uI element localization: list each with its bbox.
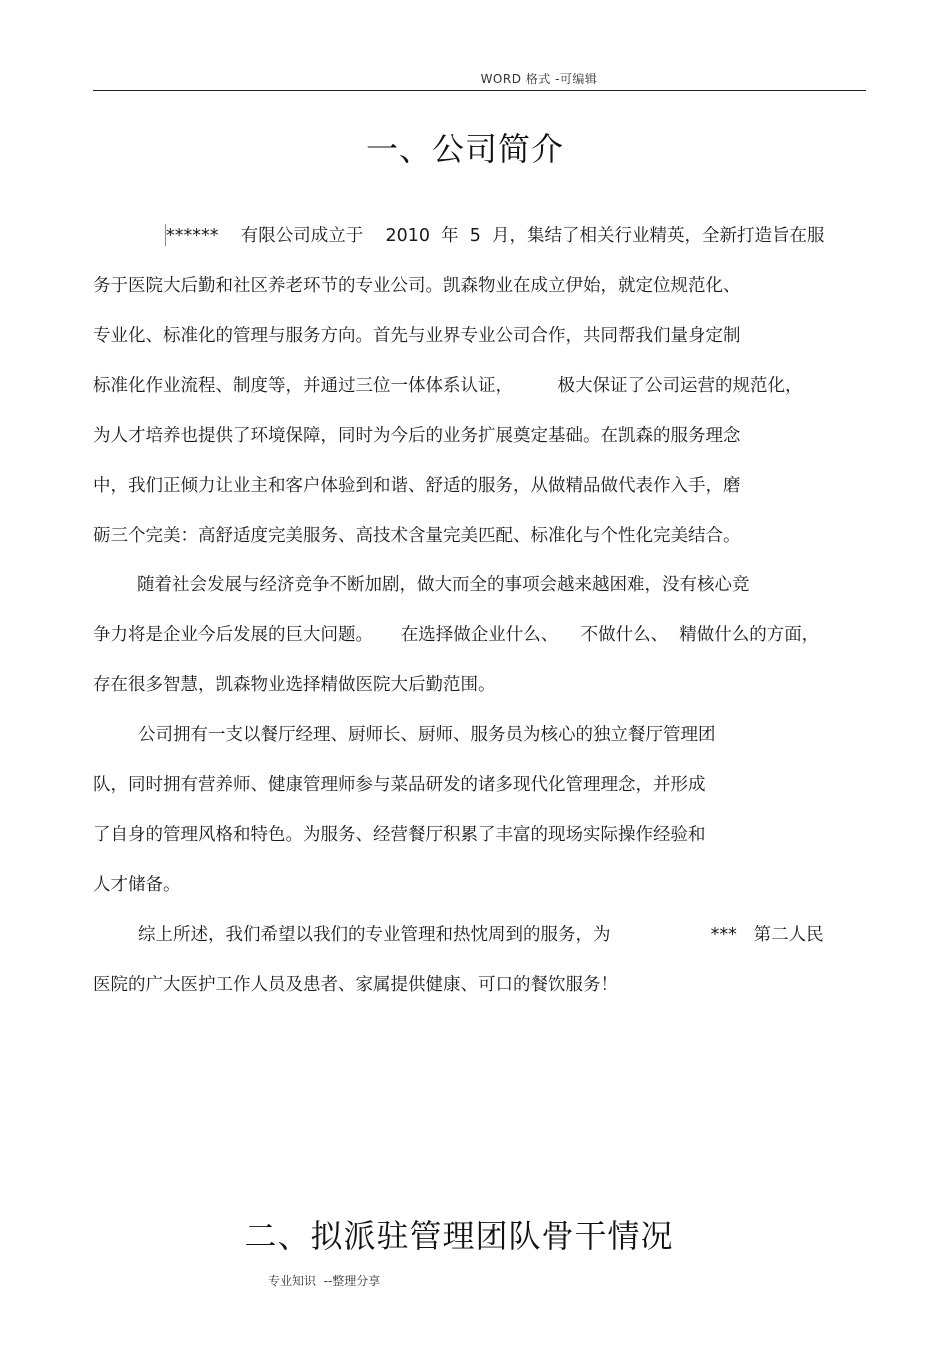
- section-title-company-intro: 一、公司简介: [365, 130, 564, 168]
- paragraph-line: 人才储备。: [93, 875, 181, 895]
- section-title-management-team: 二、拟派驻管理团队骨干情况: [244, 1217, 674, 1255]
- header-rule: [93, 90, 866, 91]
- page-header-text: WORD 格式 -可编辑: [480, 72, 598, 86]
- paragraph-line: 公司拥有一支以餐厅经理、厨师长、厨师、服务员为核心的独立餐厅管理团: [138, 725, 716, 745]
- paragraph-line: 为人才培养也提供了环境保障，同时为今后的业务扩展奠定基础。在凯森的服务理念: [93, 426, 741, 446]
- paragraph-line: 中，我们正倾力让业主和客户体验到和谐、舒适的服务，从做精品做代表作入手，磨: [93, 476, 741, 496]
- paragraph-line: 队，同时拥有营养师、健康管理师参与菜品研发的诸多现代化管理理念，并形成: [93, 775, 706, 795]
- paragraph-line: 随着社会发展与经济竞争不断加剧，做大而全的事项会越来越困难，没有核心竞: [137, 575, 750, 595]
- paragraph-line: 专业化、标准化的管理与服务方向。首先与业界专业公司合作，共同帮我们量身定制: [93, 326, 741, 346]
- paragraph-line: 了自身的管理风格和特色。为服务、经营餐厅积累了丰富的现场实际操作经验和: [93, 825, 706, 845]
- page-footer-text: 专业知识 --整理分享: [268, 1274, 381, 1288]
- paragraph-line: 综上所述，我们希望以我们的专业管理和热忱周到的服务，为 *** 第二人民: [138, 925, 824, 945]
- paragraph-line: 争力将是企业今后发展的巨大问题。 在选择做企业什么、 不做什么、 精做什么的方面，: [93, 625, 820, 645]
- paragraph-line: 砺三个完美：高舒适度完美服务、高技术含量完美匹配、标准化与个性化完美结合。: [93, 526, 741, 546]
- paragraph-line: ****** 有限公司成立于 2010 年 5 月，集结了相关行业精英，全新打造旨在服: [166, 226, 825, 246]
- paragraph-line: 务于医院大后勤和社区养老环节的专业公司。凯森物业在成立伊始，就定位规范化、: [93, 276, 741, 296]
- paragraph-line: 医院的广大医护工作人员及患者、家属提供健康、可口的餐饮服务！: [93, 975, 618, 995]
- paragraph-line: 标准化作业流程、制度等，并通过三位一体体系认证， 极大保证了公司运营的规范化，: [93, 376, 803, 396]
- paragraph-line: 存在很多智慧，凯森物业选择精做医院大后勤范围。: [93, 675, 496, 695]
